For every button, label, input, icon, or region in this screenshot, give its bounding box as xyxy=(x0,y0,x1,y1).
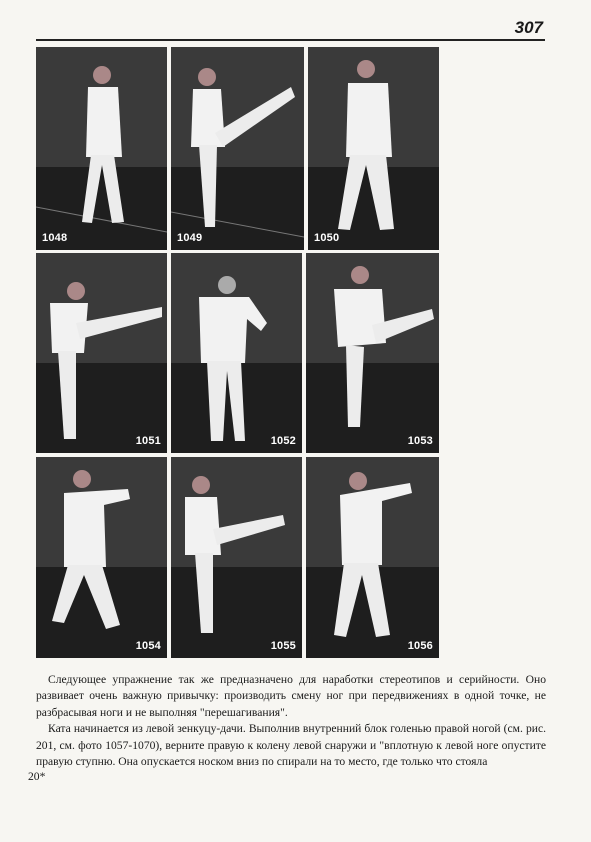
photo-1054 xyxy=(36,457,167,658)
photo-label: 1050 xyxy=(314,232,340,244)
photo-label: 1052 xyxy=(270,435,296,447)
photo-1048 xyxy=(36,47,167,250)
photo-1050 xyxy=(308,47,439,250)
karate-figure-image xyxy=(36,457,167,658)
photo-grid xyxy=(36,47,439,658)
paragraph: Следующее упражнение так же предназначено для наработки стереотипов и серийности. Оно развивает очень важную привычку: производить смену ног при передвижениях в одной точке, не разбрасывая ноги и не выполняя "перешагивания". xyxy=(36,673,546,719)
header-rule xyxy=(36,39,545,41)
photo-label: 1048 xyxy=(42,232,68,244)
body-text xyxy=(36,672,546,770)
photo-label: 1056 xyxy=(407,640,433,652)
karate-figure-image xyxy=(306,457,439,658)
photo-1052 xyxy=(171,253,302,453)
karate-figure-image xyxy=(171,457,302,658)
photo-label: 1053 xyxy=(407,435,433,447)
karate-figure-image xyxy=(306,253,439,453)
karate-figure-image xyxy=(308,47,439,250)
photo-1055 xyxy=(171,457,302,658)
page-number: 307 xyxy=(514,18,543,37)
footnote-mark: 20* xyxy=(28,770,46,783)
karate-figure-image xyxy=(171,47,304,250)
photo-label: 1054 xyxy=(135,640,161,652)
photo-label: 1051 xyxy=(135,435,161,447)
karate-figure-image xyxy=(171,253,302,453)
karate-figure-image xyxy=(36,47,167,250)
photo-1051 xyxy=(36,253,167,453)
karate-figure-image xyxy=(36,253,167,453)
photo-1049 xyxy=(171,47,304,250)
photo-label: 1055 xyxy=(270,640,296,652)
photo-label: 1049 xyxy=(177,232,203,244)
photo-1053 xyxy=(306,253,439,453)
photo-1056 xyxy=(306,457,439,658)
paragraph: Ката начинается из левой зенкуцу-дачи. Выполнив внутренний блок голенью правой ногой (см. рис. 201, см. фото 1057-1070), верните правую к колену левой снаружи и "вплотную к левой ноге опустите правую ступню. Она опускается носком вниз по спирали на то место, где только что стояла xyxy=(36,722,546,769)
